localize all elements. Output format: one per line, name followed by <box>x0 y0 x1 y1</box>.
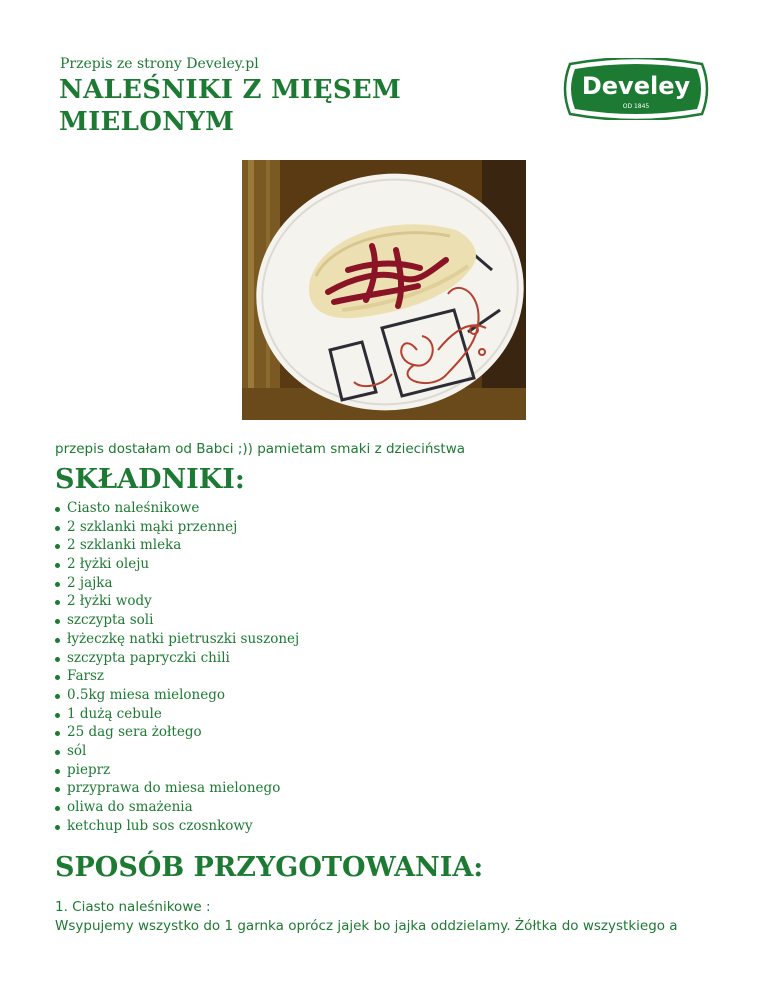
ingredient-item: 2 łyżki oleju <box>55 555 299 574</box>
develey-logo <box>562 58 710 120</box>
ingredient-item: sól <box>55 742 299 761</box>
ingredient-item: pieprz <box>55 761 299 780</box>
ingredients-heading: SKŁADNIKI: <box>55 464 245 495</box>
ingredient-item: łyżeczkę natki pietruszki suszonej <box>55 630 299 649</box>
ingredient-item: szczypta papryczki chili <box>55 649 299 668</box>
ingredient-item: Farsz <box>55 667 299 686</box>
ingredient-item: 2 jajka <box>55 574 299 593</box>
logo-since: OD 1845 <box>622 103 650 110</box>
ingredient-item: szczypta soli <box>55 611 299 630</box>
step-title: 1. Ciasto naleśnikowe : <box>55 899 211 915</box>
ingredient-item: 1 dużą cebule <box>55 705 299 724</box>
recipe-photo <box>242 160 526 420</box>
ingredient-item: oliwa do smażenia <box>55 798 299 817</box>
method-heading: SPOSÓB PRZYGOTOWANIA: <box>55 852 484 883</box>
source-line: Przepis ze strony Develey.pl <box>60 56 259 72</box>
ingredient-item: przyprawa do miesa mielonego <box>55 779 299 798</box>
ingredient-item: 2 łyżki wody <box>55 592 299 611</box>
page-title: NALEŚNIKI Z MIĘSEM MIELONYM <box>59 75 402 137</box>
ingredient-item: Ciasto naleśnikowe <box>55 499 299 518</box>
ingredient-item: ketchup lub sos czosnkowy <box>55 817 299 836</box>
step-text: Wsypujemy wszystko do 1 garnka oprócz jajek bo jajka oddzielamy. Żółtka do wszystkiego a <box>55 918 678 934</box>
ingredient-item: 0.5kg miesa mielonego <box>55 686 299 705</box>
recipe-intro: przepis dostałam od Babci ;)) pamietam smaki z dzieciństwa <box>55 441 466 457</box>
logo-wordmark: Develey <box>581 72 691 100</box>
ingredient-item: 25 dag sera żołtego <box>55 723 299 742</box>
ingredient-item: 2 szklanki mąki przennej <box>55 518 299 537</box>
ingredient-item: 2 szklanki mleka <box>55 536 299 555</box>
ingredients-list <box>55 499 299 835</box>
